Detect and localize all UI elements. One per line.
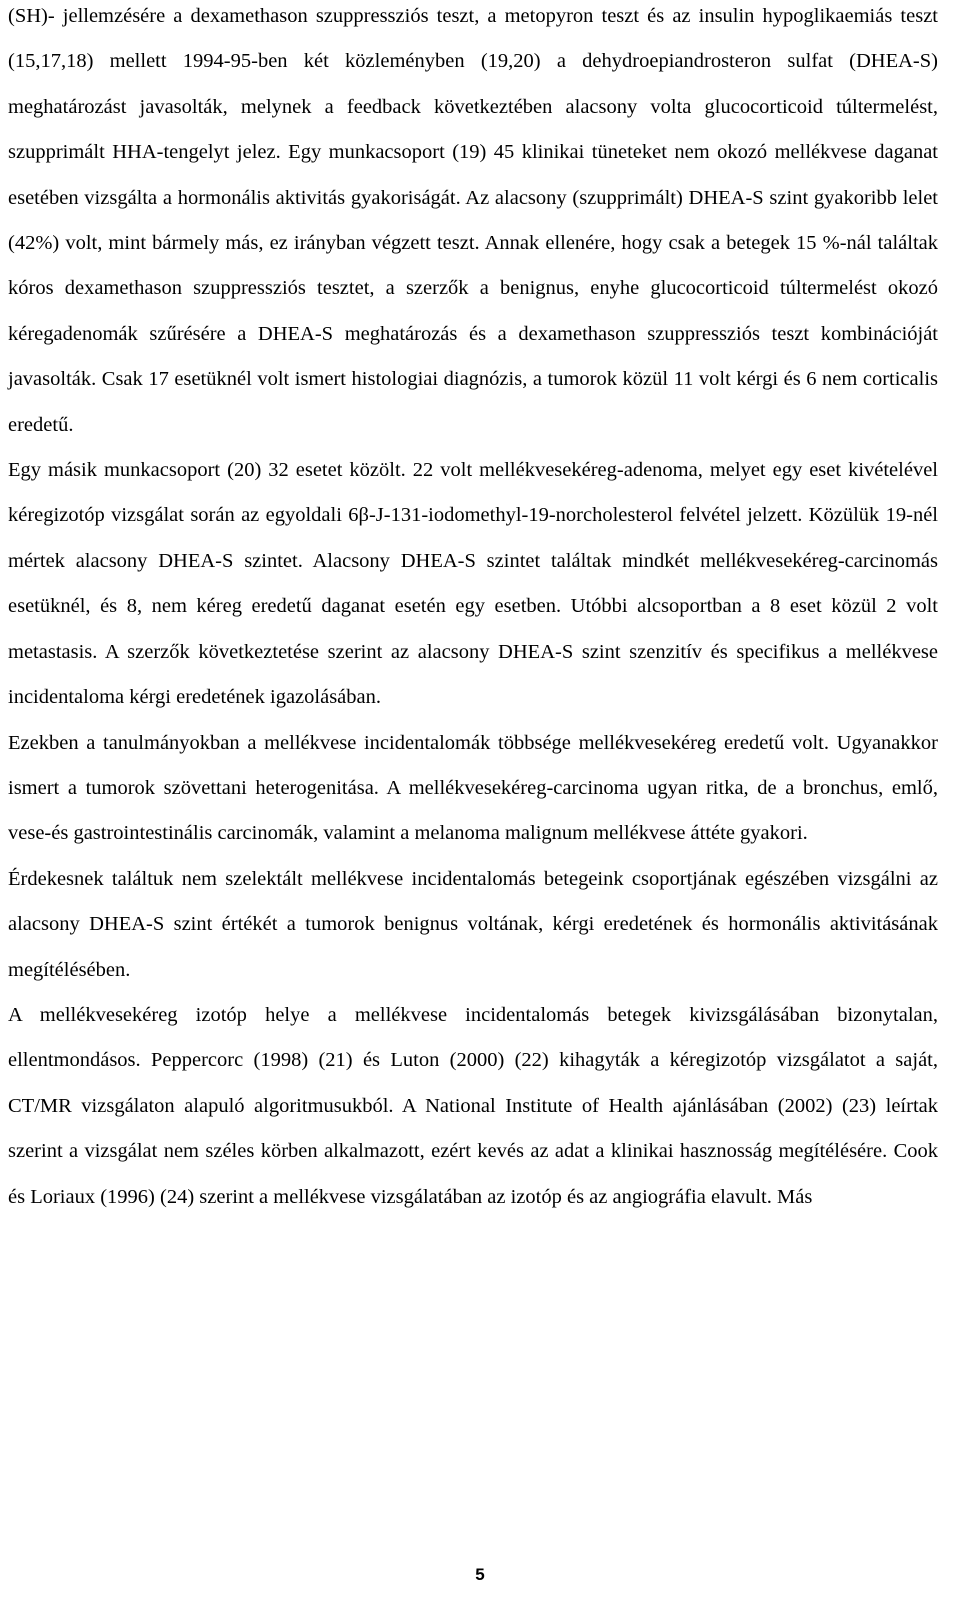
- paragraph: Egy másik munkacsoport (20) 32 esetet közölt. 22 volt mellékvesekéreg-adenoma, melyet egy eset kivételével kéregizotóp vizsgálat során az egyoldali 6β-J-131-iodomethyl-19-norcholesterol felvétel jelzett. Közülük 19-nél mértek alacsony DHEA-S szintet. Alacsony DHEA-S szintet találtak mindkét mellékvesekéreg-carcinomás esetüknél, és 8, nem kéreg eredetű daganat esetén egy esetben. Utóbbi alcsoportban a 8 eset közül 2 volt metastasis. A szerzők következtetése szerint az alacsony DHEA-S szint szenzitív és specifikus a mellékvese incidentaloma kérgi eredetének igazolásában.: [8, 459, 938, 709]
- page-number: 5: [475, 1565, 485, 1584]
- paragraph: (SH)- jellemzésére a dexamethason szuppressziós teszt, a metopyron teszt és az insulin hypoglikaemiás teszt (15,17,18) mellett 1994-95-ben két közleményben (19,20) a dehydroepiandrosteron sulfat (DHEA-S) meghatározást javasolták, melynek a feedback következtében alacsony volta glucocorticoid túltermelést, szupprimált HHA-tengelyt jelez. Egy munkacsoport (19) 45 klinikai tüneteket nem okozó mellékvese daganat esetében vizsgálta a hormonális aktivitás gyakoriságát. Az alacsony (szupprimált) DHEA-S szint gyakoribb lelet (42%) volt, mint bármely más, ez irányban végzett teszt. Annak ellenére, hogy csak a betegek 15 %-nál találtak kóros dexamethason szuppressziós tesztet, a szerzők a benignus, enyhe glucocorticoid túltermelést okozó kéregadenomák szűrésére a DHEA-S meghatározás és a dexamethason szuppressziós teszt kombinációját javasolták. Csak 17 esetüknél volt ismert histologiai diagnózis, a tumorok közül 11 volt kérgi és 6 nem corticalis eredetű.: [8, 5, 938, 436]
- paragraph: Ezekben a tanulmányokban a mellékvese incidentalomák többsége mellékvesekéreg eredetű volt. Ugyanakkor ismert a tumorok szövettani heterogenitása. A mellékvesekéreg-carcinoma ugyan ritka, de a bronchus, emlő, vese-és gastrointestinális carcinomák, valamint a melanoma malignum mellékvese áttéte gyakori.: [8, 731, 938, 845]
- paragraph: Érdekesnek találtuk nem szelektált mellékvese incidentalomás betegeink csoportjának egészében vizsgálni az alacsony DHEA-S szint értékét a tumorok benignus voltának, kérgi eredetének és hormonális aktivitásának megítélésében.: [8, 867, 938, 981]
- paragraph: A mellékvesekéreg izotóp helye a mellékvese incidentalomás betegek kivizsgálásában bizonytalan, ellentmondásos. Peppercorc (1998) (21) és Luton (2000) (22) kihagyták a kéregizotóp vizsgálatot a saját, CT/MR vizsgálaton alapuló algoritmusukból. A National Institute of Health ajánlásában (2002) (23) leírtak szerint a vizsgálat nem széles körben alkalmazott, ezért kevés az adat a klinikai hasznosság megítélésére. Cook és Loriaux (1996) (24) szerint a mellékvese vizsgálatában az izotóp és az angiográfia elavult. Más: [8, 1003, 938, 1208]
